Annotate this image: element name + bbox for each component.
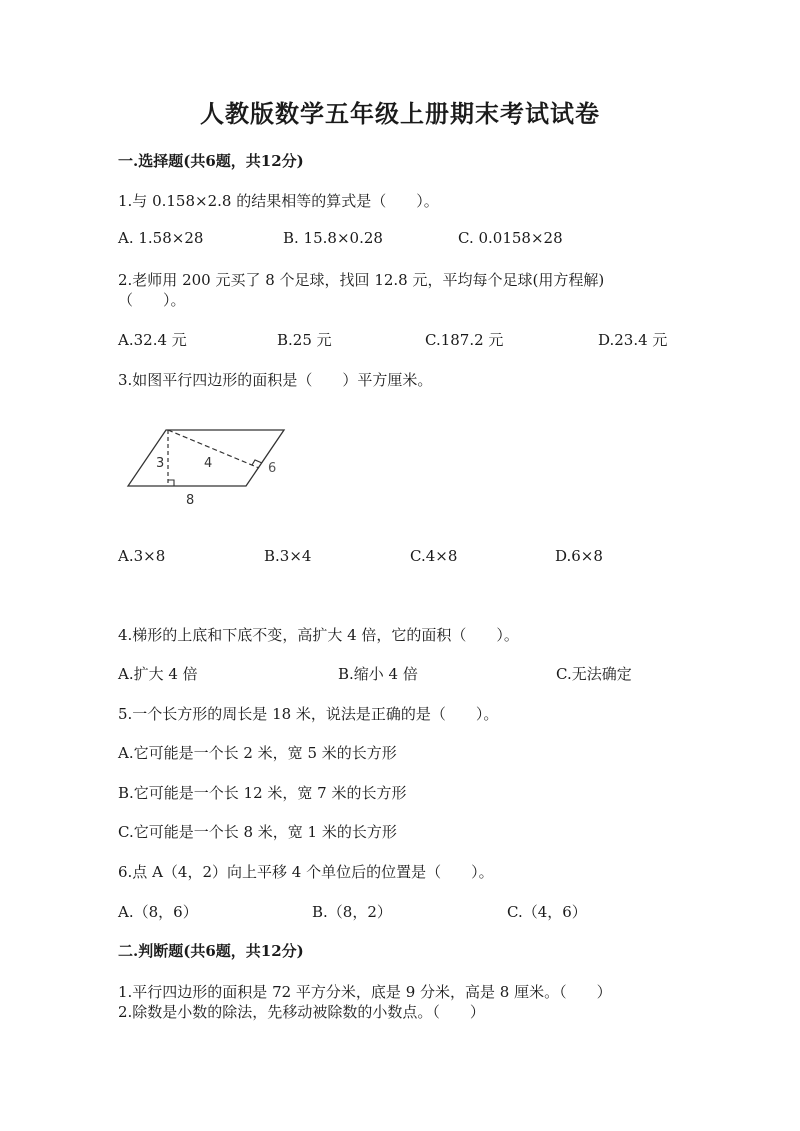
question-3-text: 3.如图平行四边形的面积是（ ）平方厘米。 (118, 371, 433, 389)
label-base: 8 (186, 493, 195, 508)
question-4-text: 4.梯形的上底和下底不变，高扩大 4 倍，它的面积（ ）。 (118, 626, 519, 644)
section-header-judge: 二.判断题(共6题，共12分) (118, 942, 304, 960)
section-header-choice: 一.选择题(共6题，共12分) (118, 152, 304, 170)
q1-option-a: A. 1.58×28 (118, 229, 204, 247)
question-6-text: 6.点 A（4，2）向上平移 4 个单位后的位置是（ ）。 (118, 863, 494, 881)
judge-question-1: 1.平行四边形的面积是 72 平方分米，底是 9 分米，高是 8 厘米。（ ） (118, 983, 612, 1001)
label-perp: 4 (204, 456, 213, 471)
q2-option-c: C.187.2 元 (425, 331, 504, 349)
q1-option-c: C. 0.0158×28 (458, 229, 563, 247)
q6-option-b: B.（8，2） (312, 903, 392, 921)
question-2-blank: （ ）。 (118, 291, 186, 309)
perpendicular-line (168, 430, 259, 468)
q4-option-b: B.缩小 4 倍 (338, 665, 418, 683)
q5-option-c: C.它可能是一个长 8 米，宽 1 米的长方形 (118, 823, 397, 841)
question-2-text: 2.老师用 200 元买了 8 个足球，找回 12.8 元，平均每个足球(用方程解) (118, 271, 605, 289)
q4-option-a: A.扩大 4 倍 (118, 665, 198, 683)
q2-option-b: B.25 元 (277, 331, 332, 349)
q1-option-b: B. 15.8×0.28 (283, 229, 383, 247)
page-title: 人教版数学五年级上册期末考试试卷 (200, 99, 600, 128)
q4-option-c: C.无法确定 (556, 665, 632, 683)
q5-option-a: A.它可能是一个长 2 米，宽 5 米的长方形 (118, 744, 397, 762)
q5-option-b: B.它可能是一个长 12 米，宽 7 米的长方形 (118, 784, 407, 802)
base-right-angle (168, 480, 174, 486)
label-side: 6 (268, 461, 277, 476)
question-5-text: 5.一个长方形的周长是 18 米，说法是正确的是（ ）。 (118, 705, 499, 723)
q6-option-a: A.（8，6） (118, 903, 198, 921)
q2-option-d: D.23.4 元 (598, 331, 668, 349)
judge-question-2: 2.除数是小数的除法，先移动被除数的小数点。（ ） (118, 1003, 485, 1021)
q6-option-c: C.（4，6） (507, 903, 587, 921)
q2-option-a: A.32.4 元 (118, 331, 187, 349)
q3-option-b: B.3×4 (264, 547, 312, 565)
q3-option-a: A.3×8 (118, 547, 166, 565)
label-height: 3 (156, 456, 165, 471)
q3-option-d: D.6×8 (555, 547, 603, 565)
q3-option-c: C.4×8 (410, 547, 458, 565)
question-1-text: 1.与 0.158×2.8 的结果相等的算式是（ ）。 (118, 192, 439, 210)
parallelogram-figure (118, 420, 298, 515)
